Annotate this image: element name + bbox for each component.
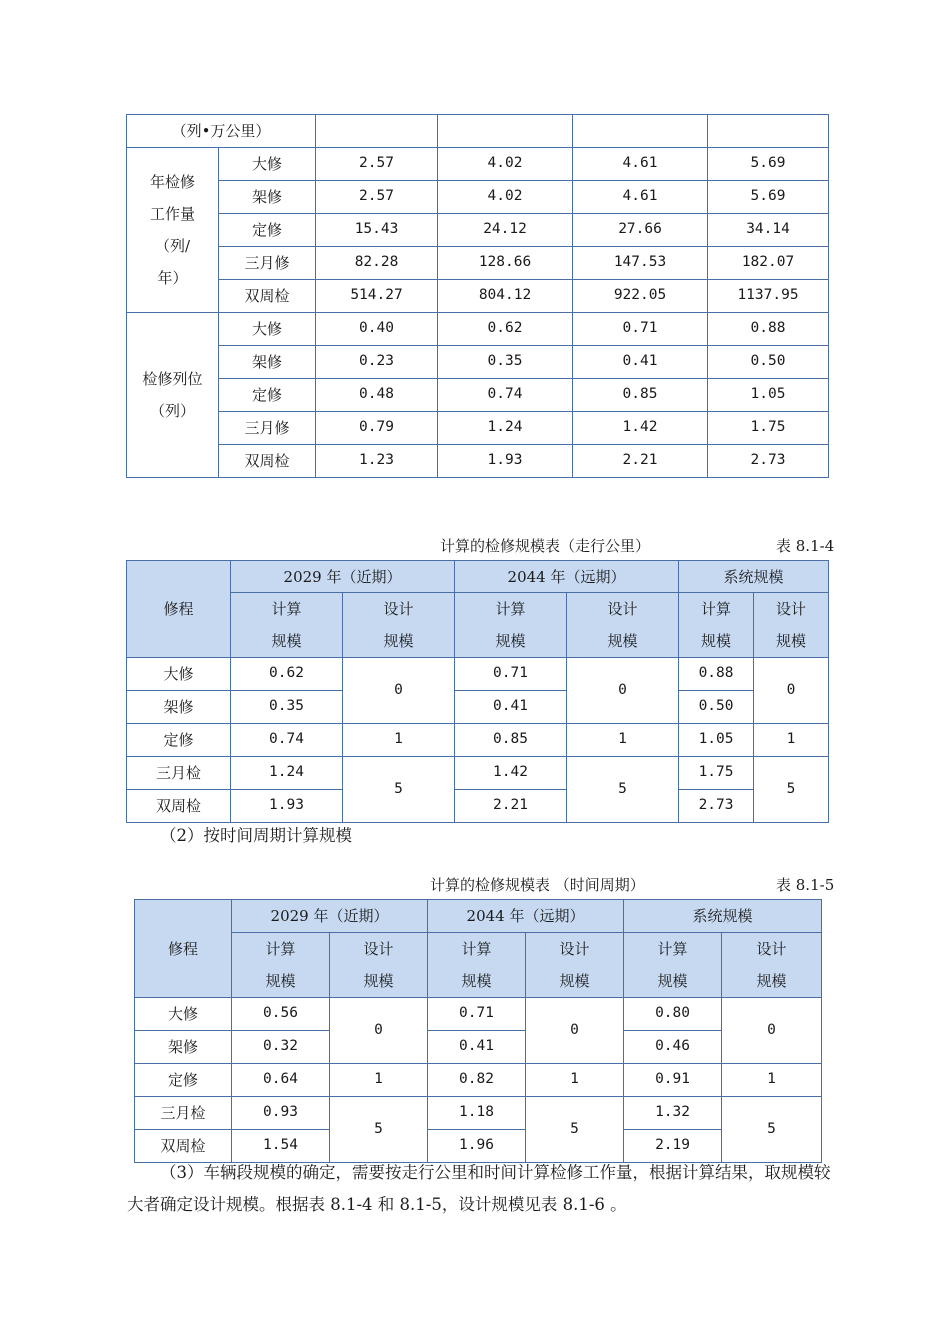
header-design: 设计 规模	[754, 593, 829, 658]
value: 4.61	[573, 181, 708, 214]
calc-value: 1.93	[231, 790, 343, 823]
group-label-positions: 检修列位 （列）	[127, 313, 219, 478]
row-name: 三月修	[219, 412, 316, 445]
header-program: 修程	[127, 561, 231, 658]
row-name: 定修	[219, 214, 316, 247]
value: 1.24	[438, 412, 573, 445]
table-number: 表 8.1-4	[776, 537, 835, 555]
row-name: 架修	[127, 691, 231, 724]
value: 1.05	[708, 379, 829, 412]
calc-value: 0.88	[679, 658, 754, 691]
row-name: 架修	[219, 181, 316, 214]
row-name: 大修	[127, 658, 231, 691]
calc-value: 0.50	[679, 691, 754, 724]
design-value: 0	[722, 998, 822, 1064]
design-value: 5	[526, 1097, 624, 1163]
calc-value: 0.62	[231, 658, 343, 691]
table-number: 表 8.1-5	[776, 876, 835, 894]
calc-value: 1.42	[455, 757, 567, 790]
value: 182.07	[708, 247, 829, 280]
row-name: 定修	[127, 724, 231, 757]
row-name: 大修	[219, 148, 316, 181]
value: 4.02	[438, 148, 573, 181]
row-name: 定修	[135, 1064, 232, 1097]
value: 147.53	[573, 247, 708, 280]
header-near: 2029 年（近期）	[231, 561, 455, 593]
value: 1.75	[708, 412, 829, 445]
calc-value: 0.41	[428, 1031, 526, 1064]
design-value: 1	[343, 724, 455, 757]
design-value: 5	[722, 1097, 822, 1163]
value: 0.62	[438, 313, 573, 346]
value: 0.85	[573, 379, 708, 412]
table-caption: 计算的检修规模表（走行公里）	[440, 537, 651, 555]
design-value: 1	[526, 1064, 624, 1097]
row-name: 大修	[219, 313, 316, 346]
value: 0.50	[708, 346, 829, 379]
row-name: 双周检	[219, 445, 316, 478]
header-calc: 计算 规模	[455, 593, 567, 658]
table-caption: 计算的检修规模表 （时间周期）	[430, 876, 645, 894]
calc-value: 0.93	[232, 1097, 330, 1130]
row-name: 定修	[219, 379, 316, 412]
design-value: 5	[330, 1097, 428, 1163]
header-design: 设计 规模	[722, 933, 822, 998]
header-design: 设计 规模	[567, 593, 679, 658]
header-calc: 计算 规模	[231, 593, 343, 658]
design-value: 1	[330, 1064, 428, 1097]
cell	[573, 115, 708, 148]
header-calc: 计算 规模	[232, 933, 330, 998]
design-value: 1	[567, 724, 679, 757]
header-near: 2029 年（近期）	[232, 900, 428, 933]
value: 0.74	[438, 379, 573, 412]
design-value: 1	[754, 724, 829, 757]
calc-value: 0.74	[231, 724, 343, 757]
value: 0.40	[316, 313, 438, 346]
cell	[316, 115, 438, 148]
calc-value: 0.71	[428, 998, 526, 1031]
value: 128.66	[438, 247, 573, 280]
calc-value: 0.71	[455, 658, 567, 691]
value: 922.05	[573, 280, 708, 313]
row-name: 双周检	[127, 790, 231, 823]
value: 5.69	[708, 148, 829, 181]
value: 15.43	[316, 214, 438, 247]
row-name: 三月检	[135, 1097, 232, 1130]
calc-value: 1.24	[231, 757, 343, 790]
calc-value: 1.75	[679, 757, 754, 790]
cell	[438, 115, 573, 148]
design-value: 1	[722, 1064, 822, 1097]
calc-value: 2.73	[679, 790, 754, 823]
design-value: 0	[330, 998, 428, 1064]
design-value: 5	[343, 757, 455, 823]
value: 24.12	[438, 214, 573, 247]
calc-value: 1.18	[428, 1097, 526, 1130]
row-name: 大修	[135, 998, 232, 1031]
header-design: 设计 规模	[526, 933, 624, 998]
value: 2.21	[573, 445, 708, 478]
value: 514.27	[316, 280, 438, 313]
value: 1.93	[438, 445, 573, 478]
calc-value: 1.54	[232, 1130, 330, 1163]
calc-value: 2.19	[624, 1130, 722, 1163]
calc-value: 0.82	[428, 1064, 526, 1097]
calc-value: 1.05	[679, 724, 754, 757]
calc-value: 0.64	[232, 1064, 330, 1097]
value: 0.35	[438, 346, 573, 379]
value: 4.61	[573, 148, 708, 181]
header-system: 系统规模	[624, 900, 822, 933]
row-name: 架修	[219, 346, 316, 379]
design-value: 5	[567, 757, 679, 823]
calc-value: 0.91	[624, 1064, 722, 1097]
calc-value: 0.35	[231, 691, 343, 724]
value: 0.48	[316, 379, 438, 412]
header-far: 2044 年（远期）	[428, 900, 624, 933]
calc-value: 0.80	[624, 998, 722, 1031]
header-design: 设计 规模	[343, 593, 455, 658]
mileage-scale-table	[126, 560, 829, 823]
calc-value: 0.46	[624, 1031, 722, 1064]
value: 0.88	[708, 313, 829, 346]
row-name: 双周检	[135, 1130, 232, 1163]
row-name: 三月检	[127, 757, 231, 790]
value: 1.23	[316, 445, 438, 478]
value: 82.28	[316, 247, 438, 280]
header-calc: 计算 规模	[679, 593, 754, 658]
value: 4.02	[438, 181, 573, 214]
value: 5.69	[708, 181, 829, 214]
value: 1137.95	[708, 280, 829, 313]
row-name: 三月修	[219, 247, 316, 280]
workload-table	[126, 114, 829, 478]
group-label-workload: 年检修 工作量 （列/ 年）	[127, 148, 219, 313]
calc-value: 0.32	[232, 1031, 330, 1064]
value: 1.42	[573, 412, 708, 445]
value: 0.23	[316, 346, 438, 379]
header-system: 系统规模	[679, 561, 829, 593]
value: 2.57	[316, 181, 438, 214]
design-value: 5	[754, 757, 829, 823]
header-design: 设计 规模	[330, 933, 428, 998]
design-value: 0	[526, 998, 624, 1064]
design-value: 0	[343, 658, 455, 724]
calc-value: 1.96	[428, 1130, 526, 1163]
value: 804.12	[438, 280, 573, 313]
value: 34.14	[708, 214, 829, 247]
value: 0.79	[316, 412, 438, 445]
value: 0.41	[573, 346, 708, 379]
header-far: 2044 年（远期）	[455, 561, 679, 593]
value: 2.57	[316, 148, 438, 181]
unit-label: （列•万公里）	[127, 115, 316, 148]
conclusion-paragraph: （3）车辆段规模的确定，需要按走行公里和时间计算检修工作量，根据计算结果，取规模较大者确定设计规模。根据表 8.1-4 和 8.1-5，设计规模见表 8.1-6 。	[127, 1163, 831, 1214]
design-value: 0	[754, 658, 829, 724]
cell	[708, 115, 829, 148]
calc-value: 0.56	[232, 998, 330, 1031]
header-calc: 计算 规模	[624, 933, 722, 998]
header-program: 修程	[135, 900, 232, 998]
row-name: 双周检	[219, 280, 316, 313]
time-scale-table	[134, 899, 822, 1163]
header-calc: 计算 规模	[428, 933, 526, 998]
calc-value: 2.21	[455, 790, 567, 823]
section-paragraph: （2）按时间周期计算规模	[160, 826, 352, 845]
value: 2.73	[708, 445, 829, 478]
value: 27.66	[573, 214, 708, 247]
calc-value: 1.32	[624, 1097, 722, 1130]
value: 0.71	[573, 313, 708, 346]
calc-value: 0.85	[455, 724, 567, 757]
calc-value: 0.41	[455, 691, 567, 724]
row-name: 架修	[135, 1031, 232, 1064]
design-value: 0	[567, 658, 679, 724]
